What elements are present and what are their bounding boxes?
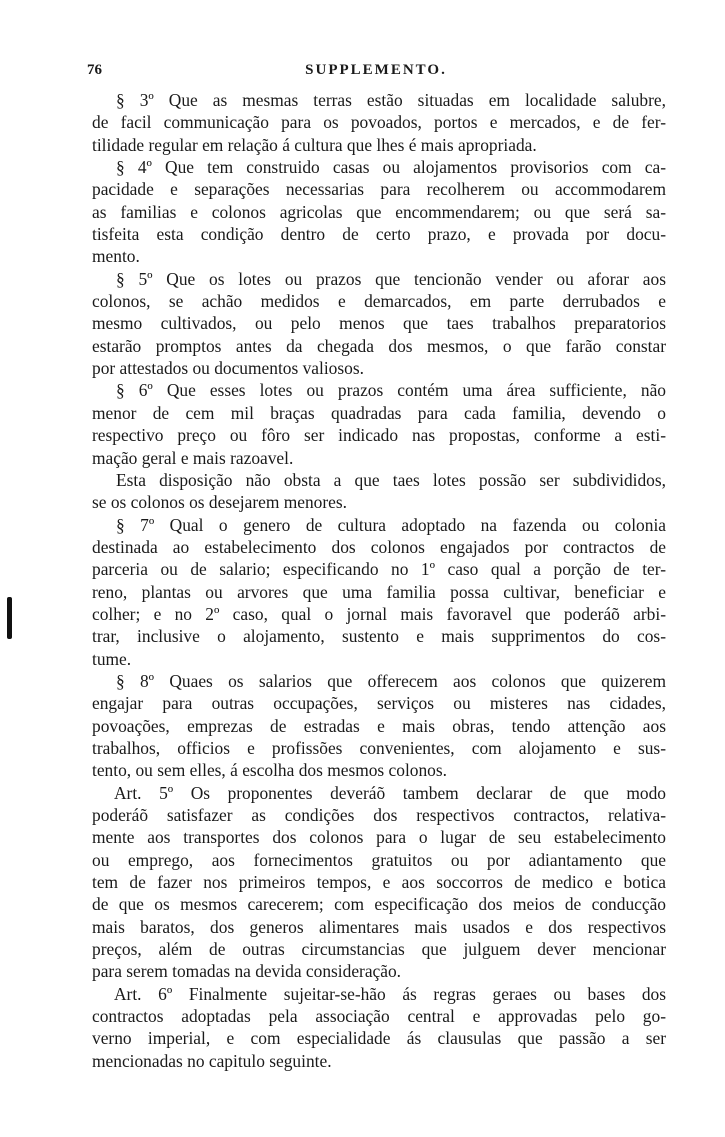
text-line: ou emprego, aos fornecimentos gratuitos ou por adiantamento que (92, 849, 666, 870)
text-line: § 5º Que os lotes ou prazos que tencionão vender ou aforar aos (116, 268, 666, 289)
text-line: destinada ao estabelecimento dos colonos engajados por contractos de (92, 536, 666, 557)
text-line: trar, inclusive o alojamento, sustento e mais supprimentos do cos- (92, 626, 666, 647)
text-line: se os colonos os desejarem menores. (92, 492, 348, 513)
text-line: § 8º Quaes os salarios que offerecem aos colonos que quizerem (116, 670, 666, 691)
text-line: Art. 5º Os proponentes deveráõ tambem declarar de que modo (114, 782, 666, 803)
paragraph (92, 156, 666, 268)
text-line: Esta disposição não obsta a que taes lotes possão ser subdivididos, (116, 469, 666, 490)
text-line: por attestados ou documentos valiosos. (92, 358, 364, 379)
text-line: de facil communicação para os povoados, portos e mercados, e de fer- (92, 112, 666, 133)
text-line: § 3º Que as mesmas terras estão situadas em localidade salubre, (116, 90, 666, 110)
paragraph (92, 670, 666, 782)
paragraph (92, 514, 666, 670)
text-line: trabalhos, officios e profissões convenientes, com alojamento e sus- (92, 737, 666, 758)
text-line: § 4º Que tem construido casas ou alojamentos provisorios com ca- (116, 157, 666, 178)
text-line: de que os mesmos carecerem; com especificação dos meios de conducção (92, 894, 666, 915)
text-line: respectivo preço ou fôro ser indicado nas propostas, conforme a esti- (92, 425, 666, 446)
page-body (92, 89, 666, 1072)
text-line: verno imperial, e com especialidade ás clausulas que passão a ser (92, 1028, 666, 1049)
text-line: tento, ou sem elles, á escolha dos mesmos colonos. (92, 760, 447, 781)
text-line: parceria ou de salario; especificando no 1º caso qual a porção de ter- (92, 559, 666, 580)
text-line: mais baratos, dos generos alimentares mais usados e dos respectivos (92, 916, 666, 937)
text-line: poderáõ satisfazer as condições dos respectivos contractos, relativa- (92, 805, 666, 825)
text-line: colonos, se achão medidos e demarcados, em parte derrubados e (92, 291, 666, 312)
text-line: mesmo cultivados, ou pelo menos que taes trabalhos preparatorios (92, 313, 666, 334)
paragraph (92, 469, 666, 514)
text-line: reno, plantas ou arvores que uma familia possa cultivar, beneficiar e (92, 581, 666, 602)
text-line: as familias e colonos agricolas que encommendarem; ou que será sa- (92, 201, 666, 222)
page-number: 76 (87, 62, 102, 78)
text-line: contractos adoptadas pela associação central e approvadas pelo go- (92, 1006, 666, 1027)
text-line: colher; e no 2º caso, qual o jornal mais favoravel que poderáõ arbi- (92, 603, 666, 624)
text-line: pacidade e separações necessarias para recolherem ou accommodarem (92, 179, 666, 200)
text-line: engajar para outras occupações, serviços ou misteres nas cidades, (92, 693, 666, 714)
text-line: mente aos transportes dos colonos para o lugar de seu estabelecimento (92, 827, 666, 848)
paragraph (92, 89, 666, 156)
page-header (87, 62, 665, 82)
text-line: mencionadas no capitulo seguinte. (92, 1050, 332, 1071)
text-line: tisfeita esta condição dentro de certo prazo, e provada por docu- (92, 224, 666, 245)
paragraph (92, 983, 666, 1072)
text-line: povoações, emprezas de estradas e mais obras, tendo attenção aos (92, 715, 666, 736)
text-line: mação geral e mais razoavel. (92, 447, 294, 468)
text-line: para serem tomadas na devida consideração. (92, 961, 402, 982)
text-line: menor de cem mil braças quadradas para cada familia, devendo o (92, 402, 666, 423)
paragraph (92, 379, 666, 468)
running-title: SUPPLEMENTO. (305, 62, 447, 78)
scan-margin-mark (7, 597, 12, 639)
text-line: estarão promptos antes da chegada dos mesmos, o que farão constar (92, 335, 666, 356)
text-line: tem de fazer nos primeiros tempos, e aos soccorros de medico e botica (92, 872, 666, 893)
text-line: tume. (92, 648, 132, 669)
text-line: Art. 6º Finalmente sujeitar-se-hão ás regras geraes ou bases dos (114, 983, 666, 1004)
text-line: § 6º Que esses lotes ou prazos contém uma área sufficiente, não (116, 380, 666, 401)
text-line: preços, além de outras circumstancias que julguem dever mencionar (92, 939, 666, 960)
text-line: tilidade regular em relação á cultura que lhes é mais apropriada. (92, 134, 537, 155)
text-line: mento. (92, 246, 140, 267)
paragraph (92, 268, 666, 380)
paragraph (92, 782, 666, 983)
text-line: § 7º Qual o genero de cultura adoptado na fazenda ou colonia (116, 514, 666, 535)
